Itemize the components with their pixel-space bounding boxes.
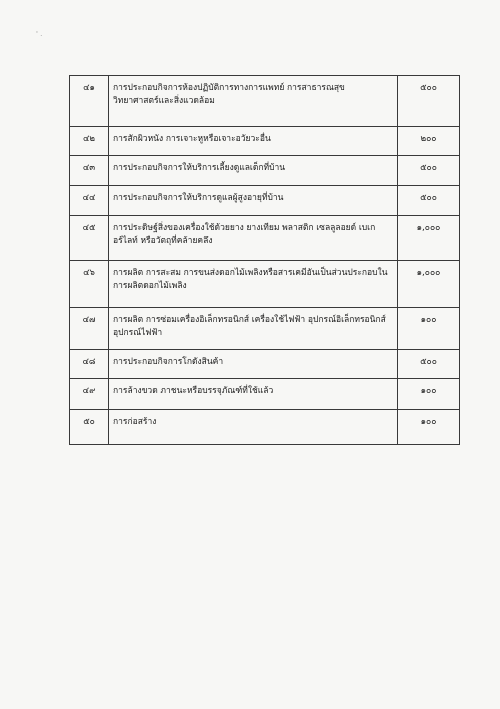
row-fee: ๑๐๐ bbox=[398, 379, 460, 410]
row-fee: ๕๐๐ bbox=[398, 186, 460, 216]
row-fee: ๕๐๐ bbox=[398, 156, 460, 186]
row-description: การผลิต การซ่อมเครื่องอิเล็กทรอนิกส์ เครื่องใช้ไฟฟ้า อุปกรณ์อิเล็กทรอนิกส์ อุปกรณ์ไฟฟ้า bbox=[109, 308, 398, 350]
row-fee: ๕๐๐ bbox=[398, 350, 460, 379]
row-description: การผลิต การสะสม การขนส่งดอกไม้เพลิงหรือสารเคมีอันเป็นส่วนประกอบในการผลิตดอกไม้เพลิง bbox=[109, 261, 398, 308]
row-fee: ๕๐๐ bbox=[398, 76, 460, 127]
row-description: การประกอบกิจการให้บริการดูแลผู้สูงอายุที่บ้าน bbox=[109, 186, 398, 216]
row-fee: ๑,๐๐๐ bbox=[398, 261, 460, 308]
table-row bbox=[70, 186, 460, 216]
row-number: ๔๙ bbox=[70, 379, 109, 410]
row-number: ๔๘ bbox=[70, 350, 109, 379]
row-number: ๔๖ bbox=[70, 261, 109, 308]
table-row bbox=[70, 76, 460, 127]
row-fee: ๑๐๐ bbox=[398, 308, 460, 350]
row-number: ๔๕ bbox=[70, 216, 109, 261]
scan-speck: ' . bbox=[36, 30, 43, 38]
table-row bbox=[70, 350, 460, 379]
table-row bbox=[70, 156, 460, 186]
row-number: ๕๐ bbox=[70, 410, 109, 445]
table-row bbox=[70, 261, 460, 308]
table-row bbox=[70, 379, 460, 410]
row-description: การประกอบกิจการให้บริการเลี้ยงดูแลเด็กที่บ้าน bbox=[109, 156, 398, 186]
row-number: ๔๓ bbox=[70, 156, 109, 186]
fee-table bbox=[69, 75, 460, 445]
row-number: ๔๗ bbox=[70, 308, 109, 350]
row-number: ๔๒ bbox=[70, 127, 109, 156]
row-fee: ๑๐๐ bbox=[398, 410, 460, 445]
row-number: ๔๑ bbox=[70, 76, 109, 127]
row-fee: ๒๐๐ bbox=[398, 127, 460, 156]
row-description: การก่อสร้าง bbox=[109, 410, 398, 445]
table-row bbox=[70, 308, 460, 350]
row-description: การล้างขวด ภาชนะหรือบรรจุภัณฑ์ที่ใช้แล้ว bbox=[109, 379, 398, 410]
row-number: ๔๔ bbox=[70, 186, 109, 216]
row-description: การประกอบกิจการโกดังสินค้า bbox=[109, 350, 398, 379]
row-description: การประดิษฐ์สิ่งของเครื่องใช้ด้วยยาง ยางเทียม พลาสติก เซลลูลอยด์ เบเกอร์ไลท์ หรือวัตถุที่คล้ายคลึง bbox=[109, 216, 398, 261]
table-row bbox=[70, 216, 460, 261]
table-row bbox=[70, 127, 460, 156]
row-fee: ๑,๐๐๐ bbox=[398, 216, 460, 261]
table-row bbox=[70, 410, 460, 445]
row-description: การสักผิวหนัง การเจาะหูหรือเจาะอวัยวะอื่น bbox=[109, 127, 398, 156]
row-description: การประกอบกิจการห้องปฏิบัติการทางการแพทย์ การสาธารณสุข วิทยาศาสตร์และสิ่งแวดล้อม bbox=[109, 76, 398, 127]
